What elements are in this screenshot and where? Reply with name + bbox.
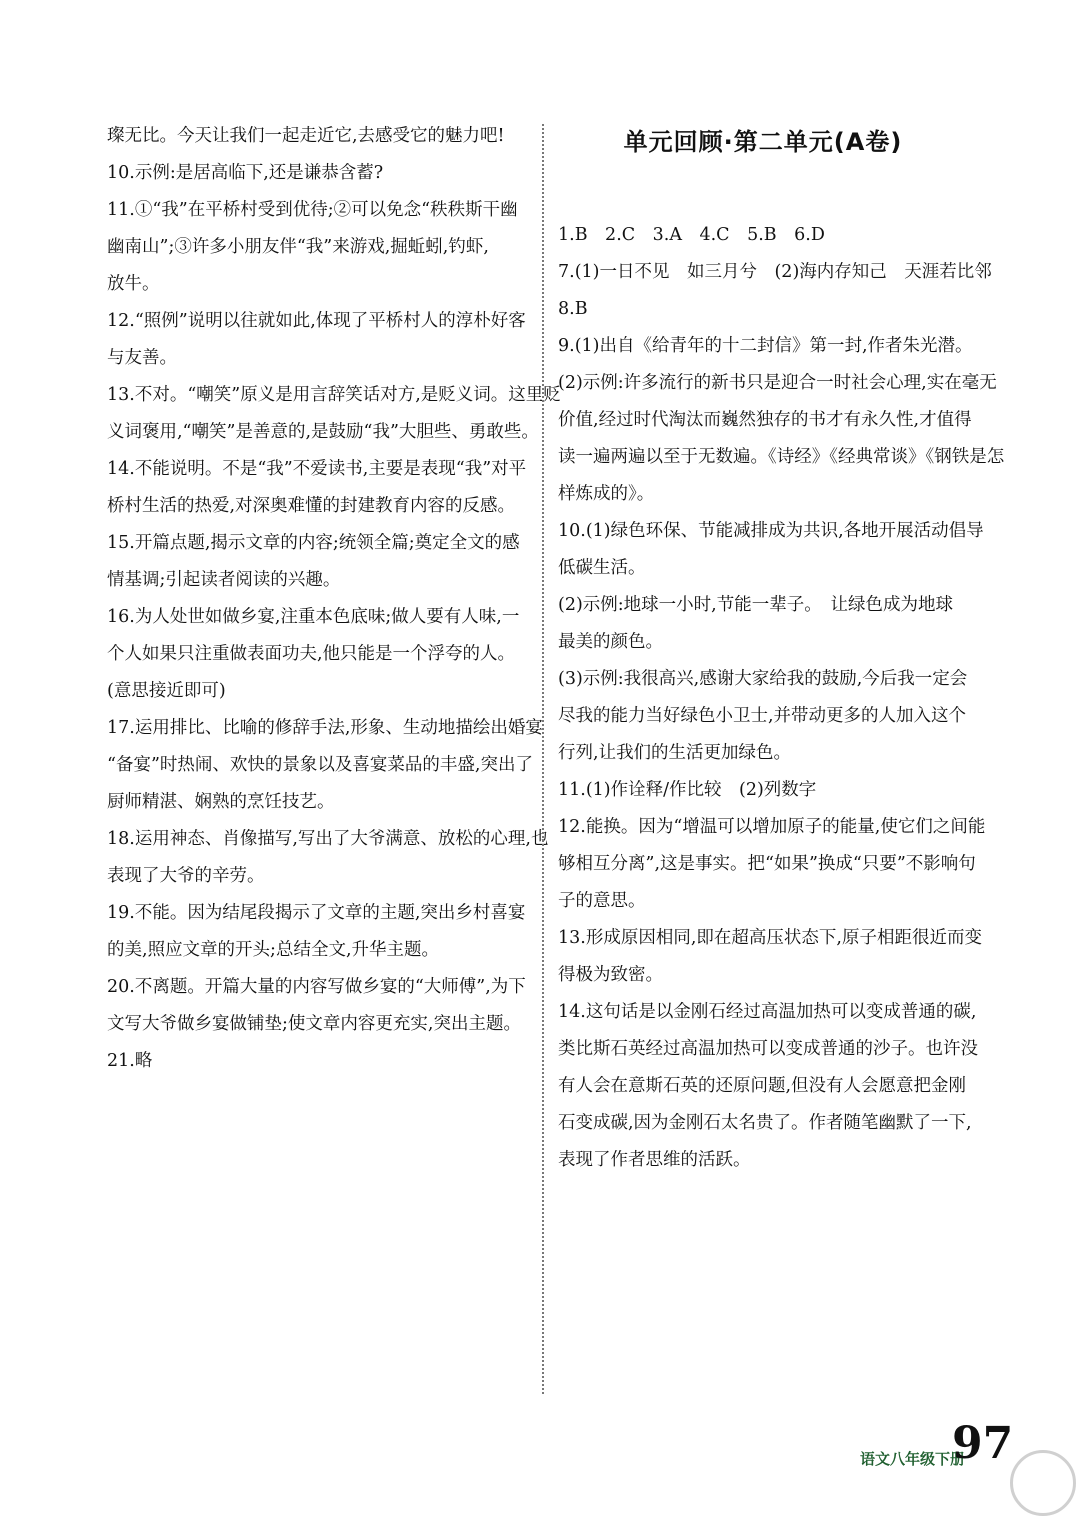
answer-line: 个人如果只注重做表面功夫,他只能是一个浮夸的人。 <box>107 644 516 664</box>
answer-line: (意思接近即可) <box>107 681 226 701</box>
answer-line: 10.(1)绿色环保、节能减排成为共识,各地开展活动倡导 <box>558 521 984 541</box>
answer-line: 表现了大爷的辛劳。 <box>107 866 265 886</box>
answer-line: 表现了作者思维的活跃。 <box>558 1150 751 1170</box>
answer-line: 子的意思。 <box>558 891 646 911</box>
answer-line: 11.①“我”在平桥村受到优待;②可以免念“秩秩斯干幽 <box>107 200 518 220</box>
answer-line: 13.不对。“嘲笑”原义是用言辞笑话对方,是贬义词。这里贬 <box>107 385 561 405</box>
answer-line: 桥村生活的热爱,对深奥难懂的封建教育内容的反感。 <box>107 496 516 516</box>
answer-line: 17.运用排比、比喻的修辞手法,形象、生动地描绘出婚宴 <box>107 718 543 738</box>
answer-line: 14.这句话是以金刚石经过高温加热可以变成普通的碳, <box>558 1002 977 1022</box>
column-divider <box>542 124 544 1394</box>
watermark-logo-icon <box>1010 1450 1076 1516</box>
answer-line: 石变成碳,因为金刚石太名贵了。作者随笔幽默了一下, <box>558 1113 972 1133</box>
answer-line: 义词褒用,“嘲笑”是善意的,是鼓励“我”大胆些、勇敢些。 <box>107 422 539 442</box>
answer-line: 9.(1)出自《给青年的十二封信》第一封,作者朱光潜。 <box>558 336 973 356</box>
answer-line: 20.不离题。开篇大量的内容写做乡宴的“大师傅”,为下 <box>107 977 526 997</box>
answer-line: (2)示例:许多流行的新书只是迎合一时社会心理,实在毫无 <box>558 373 997 393</box>
answer-line: 8.B <box>558 299 588 319</box>
answer-line: 厨师精湛、娴熟的烹饪技艺。 <box>107 792 335 812</box>
answer-line: 12.“照例”说明以往就如此,体现了平桥村人的淳朴好客 <box>107 311 526 331</box>
footer-subject: 语文八年级下册 <box>860 1450 966 1468</box>
answer-line: 璨无比。今天让我们一起走近它,去感受它的魅力吧! <box>107 126 505 146</box>
answer-line: 与友善。 <box>107 348 177 368</box>
answer-line: 得极为致密。 <box>558 965 663 985</box>
answer-line: 21.略 <box>107 1051 153 1071</box>
page-number: 97 <box>952 1418 1014 1469</box>
answer-line: 读一遍两遍以至于无数遍。《诗经》《经典常谈》《钢铁是怎 <box>558 447 1005 467</box>
answer-line: 行列,让我们的生活更加绿色。 <box>558 743 792 763</box>
answer-line: 有人会在意斯石英的还原问题,但没有人会愿意把金刚 <box>558 1076 967 1096</box>
answer-line: 情基调;引起读者阅读的兴趣。 <box>107 570 341 590</box>
left-column <box>107 118 561 1080</box>
answer-line: 的美,照应文章的开头;总结全文,升华主题。 <box>107 940 440 960</box>
answer-line: 10.示例:是居高临下,还是谦恭含蓄? <box>107 163 384 183</box>
answer-line: 18.运用神态、肖像描写,写出了大爷满意、放松的心理,也 <box>107 829 549 849</box>
answer-line: 12.能换。因为“增温可以增加原子的能量,使它们之间能 <box>558 817 986 837</box>
right-column <box>558 217 1005 1179</box>
answer-line: 16.为人处世如做乡宴,注重本色底味;做人要有人味,一 <box>107 607 520 627</box>
answer-line: 1.B 2.C 3.A 4.C 5.B 6.D <box>558 225 825 245</box>
answer-line: 最美的颜色。 <box>558 632 663 652</box>
answer-line: 低碳生活。 <box>558 558 646 578</box>
answer-line: 放牛。 <box>107 274 160 294</box>
answer-line: 样炼成的》。 <box>558 484 655 504</box>
answer-line: 尽我的能力当好绿色小卫士,并带动更多的人加入这个 <box>558 706 967 726</box>
answer-line: 14.不能说明。不是“我”不爱读书,主要是表现“我”对平 <box>107 459 527 479</box>
answer-line: 够相互分离”,这是事实。把“如果”换成“只要”不影响句 <box>558 854 976 874</box>
answer-line: 19.不能。因为结尾段揭示了文章的主题,突出乡村喜宴 <box>107 903 526 923</box>
answer-line: (3)示例:我很高兴,感谢大家给我的鼓励,今后我一定会 <box>558 669 968 689</box>
answer-line: (2)示例:地球一小时,节能一辈子。 让绿色成为地球 <box>558 595 953 615</box>
answer-line: 7.(1)一日不见 如三月兮 (2)海内存知己 天涯若比邻 <box>558 262 992 282</box>
answer-line: 价值,经过时代淘汰而巍然独存的书才有永久性,才值得 <box>558 410 972 430</box>
answer-line: 文写大爷做乡宴做铺垫;使文章内容更充实,突出主题。 <box>107 1014 521 1034</box>
answer-line: 11.(1)作诠释/作比较 (2)列数字 <box>558 780 817 800</box>
answer-line: 幽南山”;③许多小朋友伴“我”来游戏,掘蚯蚓,钓虾, <box>107 237 489 257</box>
answer-line: “备宴”时热闹、欢快的景象以及喜宴菜品的丰盛,突出了 <box>107 755 533 775</box>
answer-line: 13.形成原因相同,即在超高压状态下,原子相距很近而变 <box>558 928 982 948</box>
answer-line: 15.开篇点题,揭示文章的内容;统领全篇;奠定全文的感 <box>107 533 520 553</box>
section-title: 单元回顾·第二单元(A卷) <box>623 128 903 156</box>
answer-line: 类比斯石英经过高温加热可以变成普通的沙子。也许没 <box>558 1039 978 1059</box>
